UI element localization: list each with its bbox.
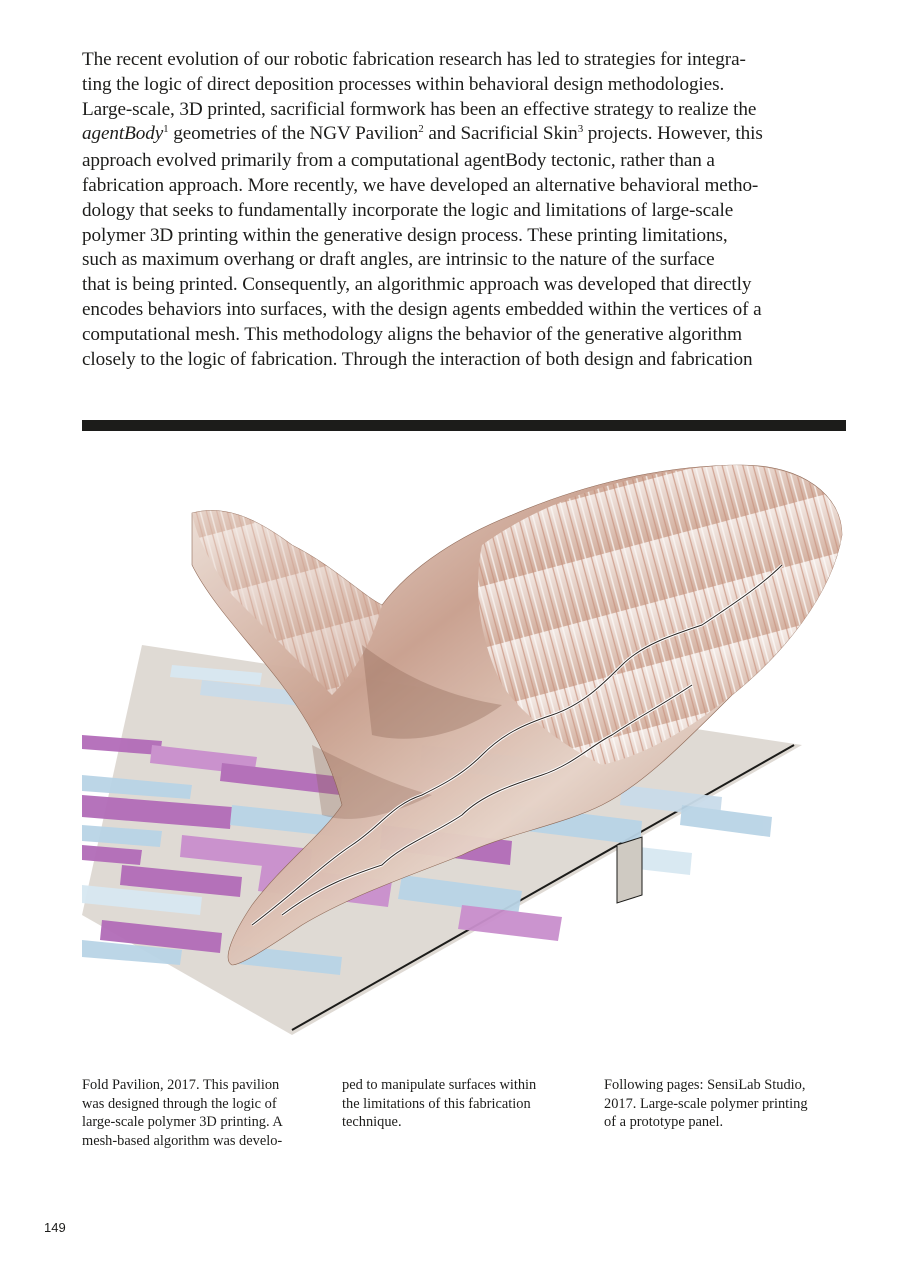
body-line: that is being printed. Consequently, an algorithmic approach was developed that directly: [82, 274, 752, 296]
body-text-run: geometries of the NGV Pavilion: [168, 123, 419, 145]
caption-line: 2017. Large-scale polymer printing: [604, 1095, 808, 1112]
footnote-ref-2: 2: [418, 123, 424, 136]
caption-line: mesh-based algorithm was develo-: [82, 1132, 283, 1149]
fold-pavilion-render: [82, 445, 846, 1045]
body-line: [82, 122, 852, 149]
body-line: such as maximum overhang or draft angles, are intrinsic to the nature of the surface: [82, 249, 715, 271]
caption-line: Fold Pavilion, 2017. This pavilion: [82, 1077, 280, 1093]
body-line: ting the logic of direct deposition processes within behavioral design methodologies.: [82, 73, 725, 95]
body-text-run: and Sacrificial Skin: [423, 123, 578, 145]
caption-line: ped to manipulate surfaces within: [342, 1077, 537, 1093]
body-line: polymer 3D printing within the generative design process. These printing limitations,: [82, 224, 728, 246]
body-line: Large-scale, 3D printed, sacrificial formwork has been an effective strategy to realize the: [82, 98, 757, 120]
body-line: fabrication approach. More recently, we have developed an alternative behavioral metho-: [82, 174, 759, 196]
page-number: 149: [44, 1220, 66, 1235]
caption-line: technique.: [342, 1114, 402, 1131]
figure-caption-column-1: [82, 1076, 322, 1150]
body-text-run: projects. However, this: [583, 123, 763, 145]
figure-caption-column-2: [342, 1076, 582, 1132]
body-line: encodes behaviors into surfaces, with the design agents embedded within the vertices of a: [82, 298, 762, 320]
pavilion-illustration: [82, 445, 846, 1045]
caption-line: of a prototype panel.: [604, 1114, 724, 1131]
footnote-ref-3: 3: [577, 123, 584, 136]
caption-line: large-scale polymer 3D printing. A: [82, 1114, 283, 1131]
caption-line: was designed through the logic of: [82, 1095, 277, 1112]
caption-line: the limitations of this fabrication: [342, 1095, 531, 1112]
footnote-ref-1: 1: [163, 123, 169, 136]
body-paragraph: [82, 48, 852, 372]
figure-caption-column-3: [604, 1076, 854, 1132]
body-line: computational mesh. This methodology aligns the behavior of the generative algorithm: [82, 323, 742, 345]
body-line: The recent evolution of our robotic fabrication research has led to strategies for integra-: [82, 49, 746, 70]
caption-line: Following pages: SensiLab Studio,: [604, 1077, 806, 1093]
section-divider-bar: [82, 420, 846, 431]
body-line: dology that seeks to fundamentally incorporate the logic and limitations of large-scale: [82, 199, 734, 221]
body-line: approach evolved primarily from a computational agentBody tectonic, rather than a: [82, 150, 715, 172]
body-line: closely to the logic of fabrication. Through the interaction of both design and fabrication: [82, 348, 753, 370]
agentbody-term: agentBody: [82, 123, 164, 145]
